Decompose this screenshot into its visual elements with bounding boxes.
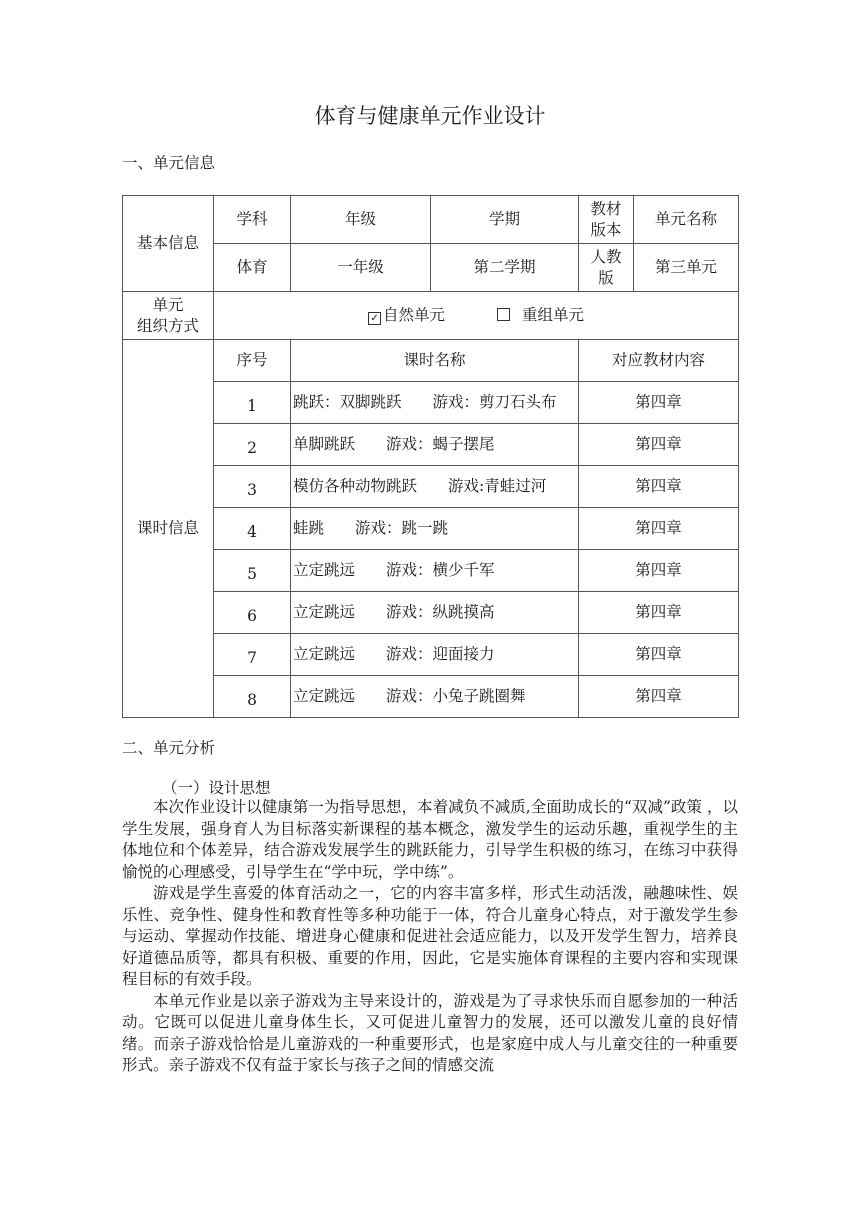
- table-row: [123, 634, 739, 676]
- lesson-chapter: 第四章: [579, 508, 739, 550]
- table-row: [123, 424, 739, 466]
- table-row: [123, 508, 739, 550]
- option-regrouped-unit: 重组单元: [521, 306, 584, 324]
- table-row: [123, 592, 739, 634]
- lesson-no: 6: [214, 592, 291, 634]
- lesson-name: 立定跳远 游戏：迎面接力: [291, 634, 579, 676]
- page-title: 体育与健康单元作业设计: [314, 104, 546, 128]
- value-unit-name: 第三单元: [634, 244, 739, 292]
- value-term: 第二学期: [431, 244, 579, 292]
- table-row: [123, 466, 739, 508]
- lesson-chapter: 第四章: [579, 676, 739, 718]
- lesson-header-no: 序号: [214, 340, 291, 382]
- lesson-header-chapter: 对应教材内容: [579, 340, 739, 382]
- lesson-no: 2: [214, 424, 291, 466]
- unchecked-checkbox-icon: [497, 308, 510, 321]
- checked-checkbox-icon: ✓: [368, 312, 381, 325]
- lesson-name: 单脚跳跃 游戏：蝎子摆尾: [291, 424, 579, 466]
- subsection-heading-design-idea: （一）设计思想: [162, 779, 271, 797]
- basic-info-label: 基本信息: [123, 196, 214, 292]
- table-row: [123, 382, 739, 424]
- lesson-chapter: 第四章: [579, 634, 739, 676]
- paragraph: 游戏是学生喜爱的体育活动之一，它的内容丰富多样，形式生动活泼，融趣味性、娱乐性、竞争性、健身性和教育性等多种功能于一体，符合儿童身心特点，对于激发学生参与运动、掌握动作技能、增进身心健康和促进社会适应能力，以及开发学生智力，培养良好道德品质等，都具有积极、重要的作用，因此，它是实施体育课程的主要内容和实现课程目标的有效手段。: [122, 884, 738, 988]
- lesson-header-name: 课时名称: [291, 340, 579, 382]
- table-row: [123, 550, 739, 592]
- value-subject: 体育: [214, 244, 291, 292]
- lesson-name: 蛙跳 游戏：跳一跳: [291, 508, 579, 550]
- org-method-options: [214, 292, 739, 340]
- lesson-name: 跳跃：双脚跳跃 游戏：剪刀石头布: [291, 382, 579, 424]
- lesson-no: 7: [214, 634, 291, 676]
- header-subject: 学科: [214, 196, 291, 244]
- lesson-chapter: 第四章: [579, 382, 739, 424]
- section-heading-unit-analysis: 二、单元分析: [122, 739, 216, 757]
- section-heading-unit-info: 一、单元信息: [122, 154, 216, 172]
- value-grade: 一年级: [291, 244, 431, 292]
- option-natural-unit: 自然单元: [383, 306, 446, 324]
- lesson-info-label: 课时信息: [123, 340, 214, 718]
- lesson-no: 4: [214, 508, 291, 550]
- unit-info-table: [122, 195, 739, 718]
- lesson-chapter: 第四章: [579, 592, 739, 634]
- lesson-chapter: 第四章: [579, 550, 739, 592]
- lesson-no: 1: [214, 382, 291, 424]
- lesson-no: 3: [214, 466, 291, 508]
- header-term: 学期: [431, 196, 579, 244]
- paragraph: 本次作业设计以健康第一为指导思想，本着减负不减质,全面助成长的“双减”政策 ，以学生发展，强身育人为目标落实新课程的基本概念，激发学生的运动乐趣，重视学生的主体地位和个体差异，结合游戏发展学生的跳跃能力，引导学生积极的练习，在练习中获得愉悦的心理感受，引导学生在“学中玩，学中练”。: [122, 798, 738, 881]
- lesson-no: 5: [214, 550, 291, 592]
- header-unit-name: 单元名称: [634, 196, 739, 244]
- header-textbook-version: 教材 版本: [579, 196, 634, 244]
- lesson-name: 立定跳远 游戏：小兔子跳圈舞: [291, 676, 579, 718]
- org-method-label: 单元 组织方式: [123, 292, 214, 340]
- lesson-name: 立定跳远 游戏：纵跳摸高: [291, 592, 579, 634]
- lesson-chapter: 第四章: [579, 466, 739, 508]
- value-textbook-version: 人教 版: [579, 244, 634, 292]
- lesson-chapter: 第四章: [579, 424, 739, 466]
- header-grade: 年级: [291, 196, 431, 244]
- paragraph: 本单元作业是以亲子游戏为主导来设计的，游戏是为了寻求快乐而自愿参加的一种活动。它既可以促进儿童身体生长，又可促进儿童智力的发展，还可以激发儿童的良好情绪。而亲子游戏恰恰是儿童游戏的一种重要形式，也是家庭中成人与儿童交往的一种重要形式。亲子游戏不仅有益于家长与孩子之间的情感交流: [122, 991, 738, 1074]
- table-row: [123, 676, 739, 718]
- lesson-name: 立定跳远 游戏：横少千军: [291, 550, 579, 592]
- lesson-no: 8: [214, 676, 291, 718]
- lesson-name: 模仿各种动物跳跃 游戏:青蛙过河: [291, 466, 579, 508]
- body-text: [122, 797, 738, 1077]
